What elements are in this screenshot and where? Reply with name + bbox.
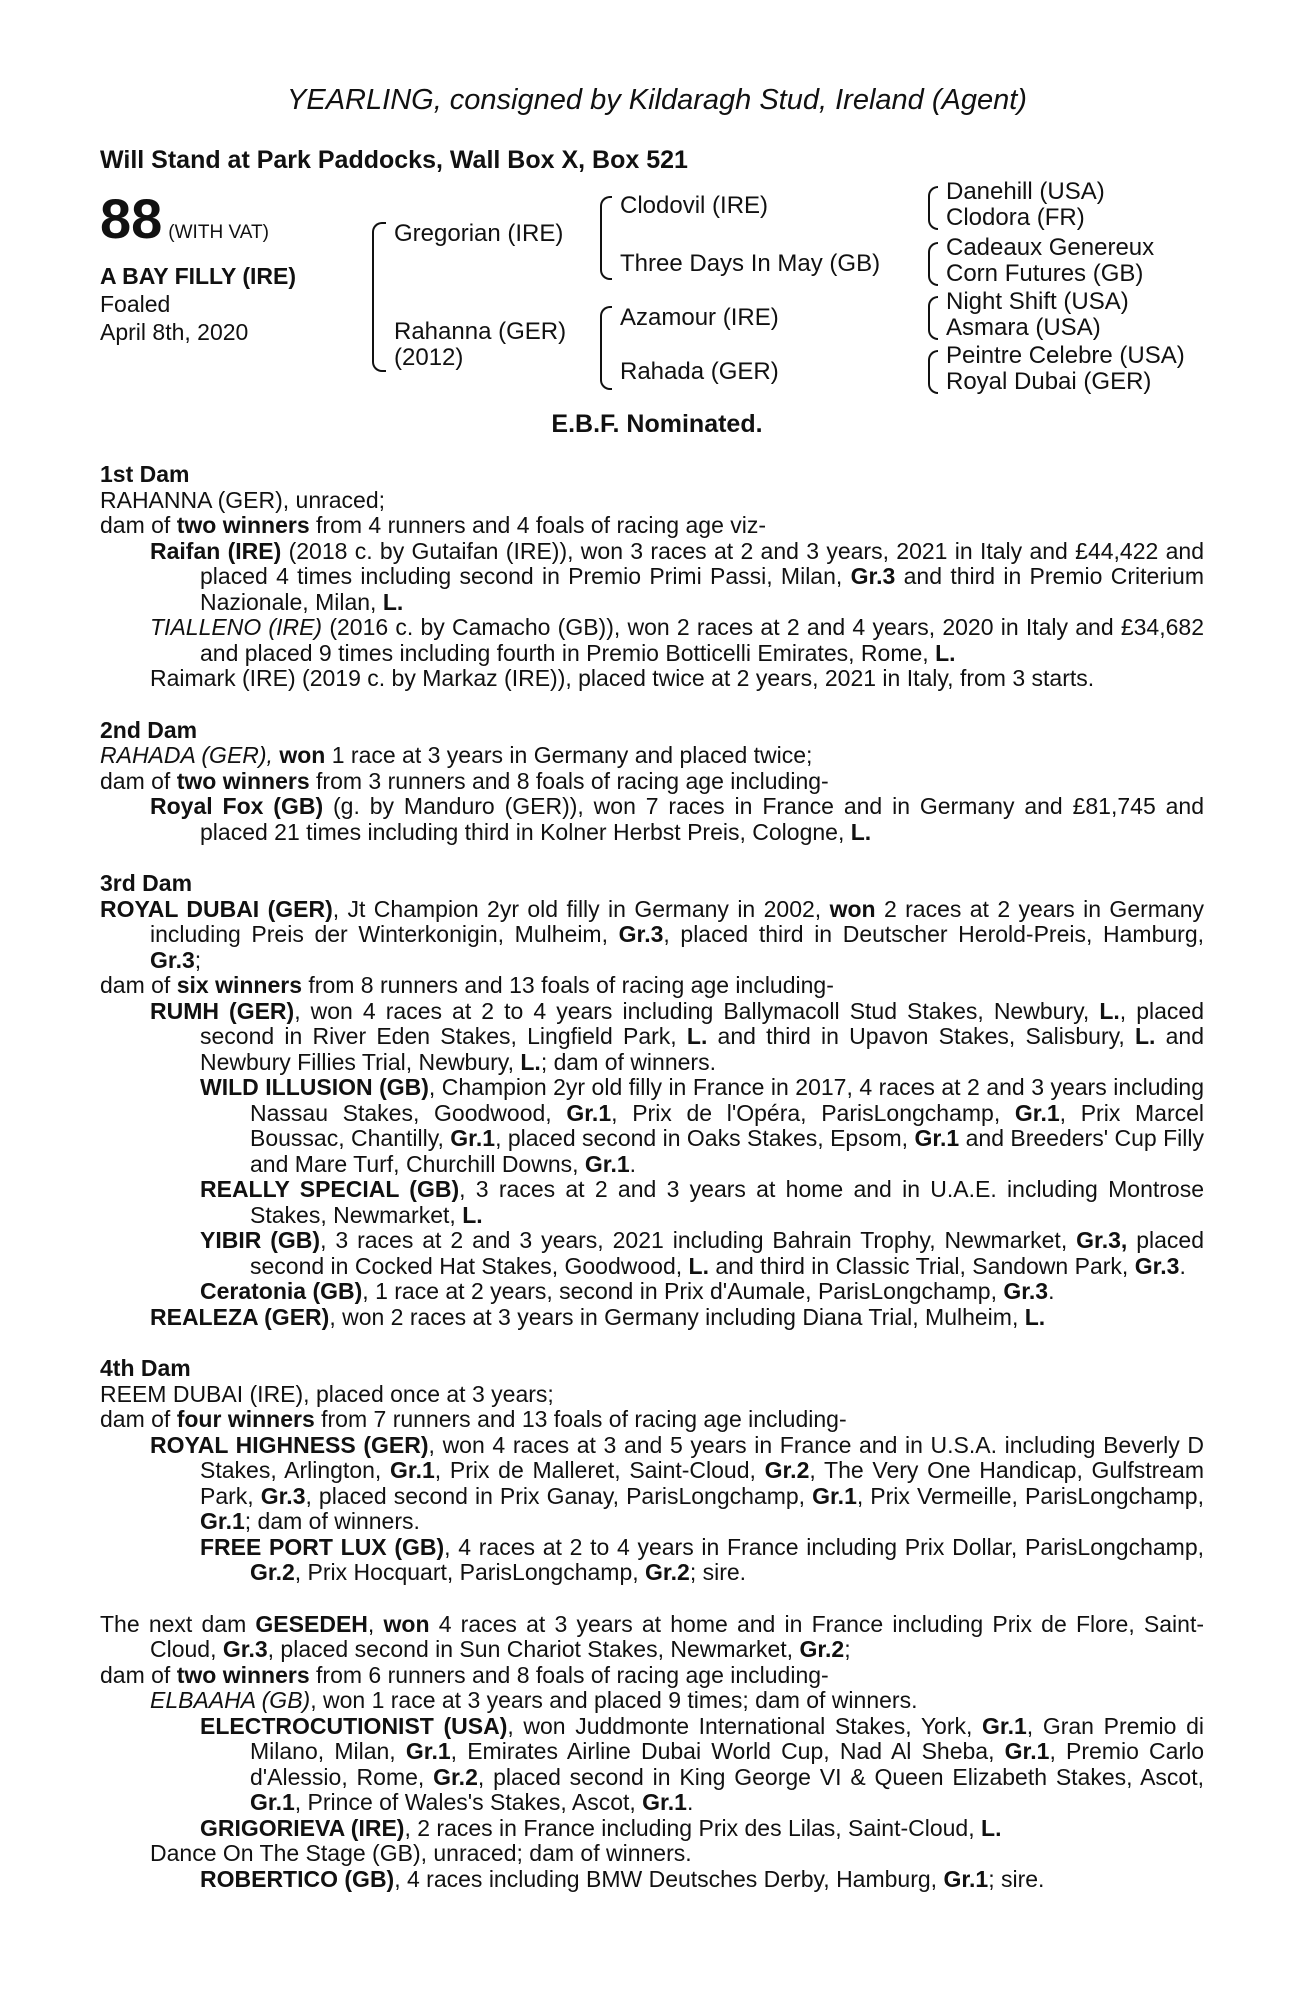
catalogue-header: YEARLING, consigned by Kildaragh Stud, Ireland (Agent) <box>287 84 1027 116</box>
progeny-realeza: REALEZA (GER), won 2 races at 3 years in Germany including Diana Trial, Mulheim, L. <box>150 1303 1046 1330</box>
third-dam-produce: dam of six winners from 8 runners and 13 foals of racing age including- <box>100 972 834 998</box>
third-dam-heading: 3rd Dam <box>100 870 193 896</box>
pedigree-ss: Clodovil (IRE) <box>620 192 769 219</box>
pedigree-dam-year: (2012) <box>394 344 464 371</box>
lot-num: 88 <box>100 187 163 250</box>
pedigree-dam: Rahanna (GER) <box>394 318 567 345</box>
horse-info <box>100 262 296 346</box>
pedigree-ddd: Royal Dubai (GER) <box>946 368 1152 395</box>
progeny-rumh: RUMH (GER), won 4 races at 2 to 4 years including Ballymacoll Stud Stakes, Newbury, L., placed second in River Eden Stakes, Lingfield Park, L. and third in Upavon Stakes, Salisbury, L. and Newbury Fillies Trial, Newbury, L.; dam of winners. <box>150 997 1205 1075</box>
first-dam-produce: dam of two winners from 4 runners and 4 foals of racing age viz- <box>100 512 767 538</box>
pedigree-dsd: Asmara (USA) <box>946 314 1101 341</box>
progeny-elbaaha: ELBAAHA (GB), won 1 race at 3 years and placed 9 times; dam of winners. <box>150 1687 918 1713</box>
pedigree-ssd: Clodora (FR) <box>946 204 1085 231</box>
catalogue-body <box>100 462 1204 1892</box>
second-dam-heading: 2nd Dam <box>100 716 198 743</box>
first-dam-heading: 1st Dam <box>100 461 190 487</box>
pedigree-dds: Peintre Celebre (USA) <box>946 342 1185 369</box>
pedigree-sd: Three Days In May (GB) <box>620 250 881 277</box>
pedigree-brace-dam <box>600 306 612 390</box>
pedigree-dd: Rahada (GER) <box>620 358 779 385</box>
progeny-dance-on-the-stage: Dance On The Stage (GB), unraced; dam of winners. <box>150 1840 692 1866</box>
next-dam-line: The next dam GESEDEH, won 4 races at 3 years at home and in France including Prix de Flore, Saint-Cloud, Gr.3, placed second in Sun Chariot Stakes, Newmarket, Gr.2; <box>100 1610 1205 1662</box>
progeny-free-port-lux: FREE PORT LUX (GB), 4 races at 2 to 4 years in France including Prix Dollar, ParisLongchamp, Gr.2, Prix Hocquart, ParisLongchamp, Gr.2; sire. <box>200 1533 1204 1585</box>
pedigree-brace-main <box>372 222 386 372</box>
pedigree-dss: Night Shift (USA) <box>946 288 1129 315</box>
progeny-robertico: ROBERTICO (GB), 4 races including BMW Deutsches Derby, Hamburg, Gr.1; sire. <box>200 1865 1045 1892</box>
first-dam-line: RAHANNA (GER), unraced; <box>100 486 386 513</box>
pedigree-sire: Gregorian (IRE) <box>394 220 564 247</box>
next-dam-produce: dam of two winners from 6 runners and 8 foals of racing age including- <box>100 1661 829 1688</box>
progeny-royal-fox: Royal Fox (GB) (g. by Manduro (GER)), won 7 races in France and in Germany and £81,745 and placed 21 times including third in Kolner Herbst Preis, Cologne, L. <box>150 793 1204 845</box>
fourth-dam-produce: dam of four winners from 7 runners and 13 foals of racing age including- <box>100 1406 847 1432</box>
progeny-electrocutionist: ELECTROCUTIONIST (USA), won Juddmonte International Stakes, York, Gr.1, Gran Premio di Milano, Milan, Gr.1, Emirates Airline Dubai World Cup, Nad Al Sheba, Gr.1, Premio Carlo d'Alessio, Rome, Gr.2, placed second in King George VI & Queen Elizabeth Stakes, Ascot, Gr.1, Prince of Wales's Stakes, Ascot, Gr.1. <box>200 1712 1205 1815</box>
progeny-raifan: Raifan (IRE) (2018 c. by Gutaifan (IRE)), won 3 races at 2 and 3 years, 2021 in Italy and £44,422 and placed 4 times including second in Premio Primi Passi, Milan, Gr.3 and third in Premio Criterium Nazionale, Milan, L. <box>150 537 1204 615</box>
horse-name: A BAY FILLY (IRE) <box>100 263 296 289</box>
pedigree-brace-sire <box>600 196 612 280</box>
pedigree-sss: Danehill (USA) <box>946 178 1105 205</box>
second-dam-line: RAHADA (GER), won 1 race at 3 years in Germany and placed twice; <box>100 742 813 768</box>
pedigree-brace-ds <box>928 296 938 340</box>
vat-label: (WITH VAT) <box>168 222 269 243</box>
pedigree-brace-sd <box>928 242 938 286</box>
pedigree-brace-dd <box>928 350 938 394</box>
progeny-wild-illusion: WILD ILLUSION (GB), Champion 2yr old filly in France in 2017, 4 races at 2 and 3 years including Nassau Stakes, Goodwood, Gr.1, Prix de l'Opéra, ParisLongchamp, Gr.1, Prix Marcel Boussac, Chantilly, Gr.1, placed second in Oaks Stakes, Epsom, Gr.1 and Breeders' Cup Filly and Mare Turf, Churchill Downs, Gr.1. <box>200 1074 1205 1177</box>
progeny-really-special: REALLY SPECIAL (GB), 3 races at 2 and 3 years at home and in U.A.E. including Montrose Stakes, Newmarket, L. <box>200 1176 1204 1228</box>
ebf-nominated: E.B.F. Nominated. <box>551 410 763 438</box>
progeny-ceratonia: Ceratonia (GB), 1 race at 2 years, second in Prix d'Aumale, ParisLongchamp, Gr.3. <box>200 1278 1055 1304</box>
progeny-yibir: YIBIR (GB), 3 races at 2 and 3 years, 2021 including Bahrain Trophy, Newmarket, Gr.3, placed second in Cocked Hat Stakes, Goodwood, L. and third in Classic Trial, Sandown Park, Gr.3. <box>200 1227 1204 1279</box>
stand-location: Will Stand at Park Paddocks, Wall Box X, Box 521 <box>100 146 688 174</box>
second-dam-produce: dam of two winners from 3 runners and 8 foals of racing age including- <box>100 767 829 794</box>
third-dam-line: ROYAL DUBAI (GER), Jt Champion 2yr old filly in Germany in 2002, won 2 races at 2 years in Germany including Preis der Winterkonigin, Mulheim, Gr.3, placed third in Deutscher Herold-Preis, Hamburg, Gr.3; <box>100 895 1205 973</box>
progeny-grigorieva: GRIGORIEVA (IRE), 2 races in France including Prix des Lilas, Saint-Cloud, L. <box>200 1814 1002 1841</box>
fourth-dam-line: REEM DUBAI (IRE), placed once at 3 years; <box>100 1380 554 1407</box>
progeny-royal-highness: ROYAL HIGHNESS (GER), won 4 races at 3 and 5 years in France and in U.S.A. including Beverly D Stakes, Arlington, Gr.1, Prix de Malleret, Saint-Cloud, Gr.2, The Very One Handicap, Gulfstream Park, Gr.3, placed second in Prix Ganay, ParisLongchamp, Gr.1, Prix Vermeille, ParisLongchamp, Gr.1; dam of winners. <box>150 1431 1205 1534</box>
foaled-label: Foaled <box>100 291 171 317</box>
pedigree-brace-ss <box>928 186 938 230</box>
fourth-dam-heading: 4th Dam <box>100 1355 191 1381</box>
pedigree-sds: Cadeaux Genereux <box>946 234 1155 261</box>
foaled-date: April 8th, 2020 <box>100 319 249 345</box>
lot-number <box>100 186 269 251</box>
progeny-tialleno: TIALLENO (IRE) (2016 c. by Camacho (GB)), won 2 races at 2 and 4 years, 2020 in Italy and £34,682 and placed 9 times including fourth in Premio Botticelli Emirates, Rome, L. <box>150 614 1204 666</box>
progeny-raimark: Raimark (IRE) (2019 c. by Markaz (IRE)), placed twice at 2 years, 2021 in Italy, from 3 starts. <box>150 665 1095 691</box>
pedigree-sdd: Corn Futures (GB) <box>946 260 1144 287</box>
pedigree-ds: Azamour (IRE) <box>620 304 779 331</box>
